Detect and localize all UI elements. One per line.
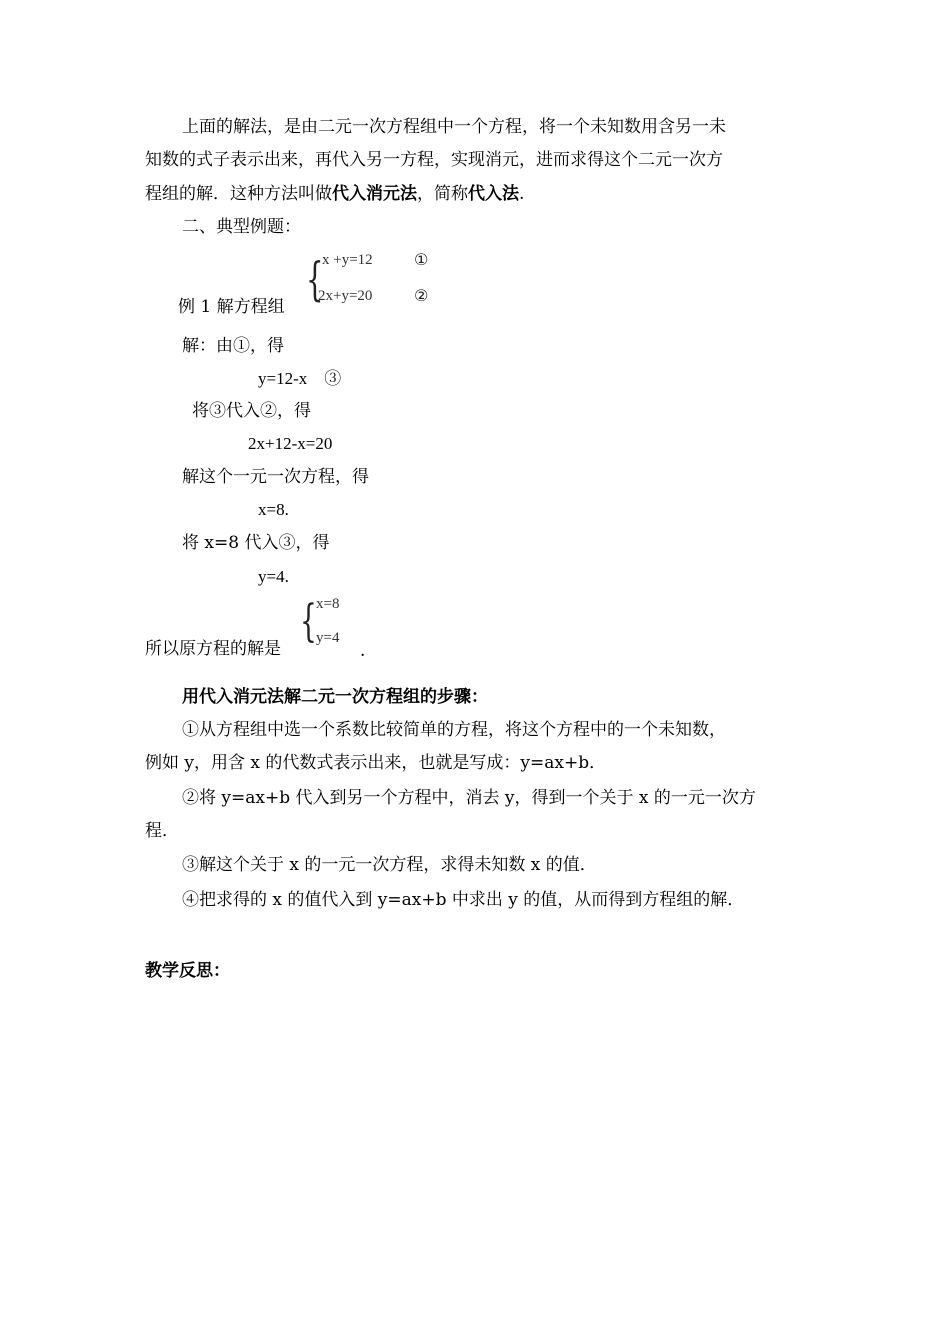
intro-line-3-pre: 程组的解．这种方法叫做 [145,184,332,204]
solution-step-2: y=12-x ③ [258,369,342,388]
equation-system [304,248,444,312]
term-substitution-method: 代入法 [468,184,519,204]
solution-step-3: 将③代入②，得 [192,401,311,421]
answer-brace-icon: { [300,596,317,647]
step-1-line-1: ①从方程组中选一个系数比较简单的方程，将这个方程中的一个未知数， [182,720,726,740]
answer-y: y=4 [316,630,340,646]
solution-step-1: 解：由①，得 [182,336,284,356]
equation-mark-1: ① [414,250,429,269]
steps-title: 用代入消元法解二元一次方程组的步骤： [182,687,488,707]
step-1-line-2: 例如 y，用含 x 的代数式表示出来，也就是写成：y=ax+b． [145,753,607,773]
step-2-line-1: ②将 y=ax+b 代入到另一个方程中，消去 y，得到一个关于 x 的一元一次方 [182,788,756,808]
example-label: 例 1 解方程组 [178,297,285,317]
answer-period: . [360,641,366,661]
solution-step-8: y=4. [258,567,289,586]
intro-line-3 [145,183,524,205]
equation-2: 2x+y=20 [318,288,373,304]
equation-1: x +y=12 [322,252,373,268]
solution-conclusion: 所以原方程的解是 [145,639,281,659]
teaching-reflection-heading: 教学反思： [145,961,230,981]
step-4: ④把求得的 x 的值代入到 y=ax+b 中求出 y 的值，从而得到方程组的解． [182,890,745,910]
solution-step-7: 将 x=8 代入③，得 [182,533,330,553]
term-substitution-elimination: 代入消元法 [332,184,417,204]
solution-step-5: 解这个一元一次方程，得 [182,467,369,487]
left-brace-icon: { [306,252,324,306]
intro-line-3-mid: ，简称 [417,184,468,204]
solution-step-4: 2x+12-x=20 [248,434,333,453]
solution-step-6: x=8. [258,500,289,519]
answer-system [298,594,360,654]
section-title: 二、典型例题： [182,217,301,237]
step-3: ③解这个关于 x 的一元一次方程，求得未知数 x 的值． [182,855,597,875]
answer-x: x=8 [316,596,340,612]
intro-line-3-end: . [519,184,525,204]
step-2-line-2: 程． [145,821,179,841]
intro-line-2: 知数的式子表示出来，再代入另一方程，实现消元，进而求得这个二元一次方 [145,150,723,170]
equation-mark-2: ② [414,286,429,305]
intro-line-1: 上面的解法，是由二元一次方程组中一个方程，将一个未知数用含另一未 [182,117,726,137]
